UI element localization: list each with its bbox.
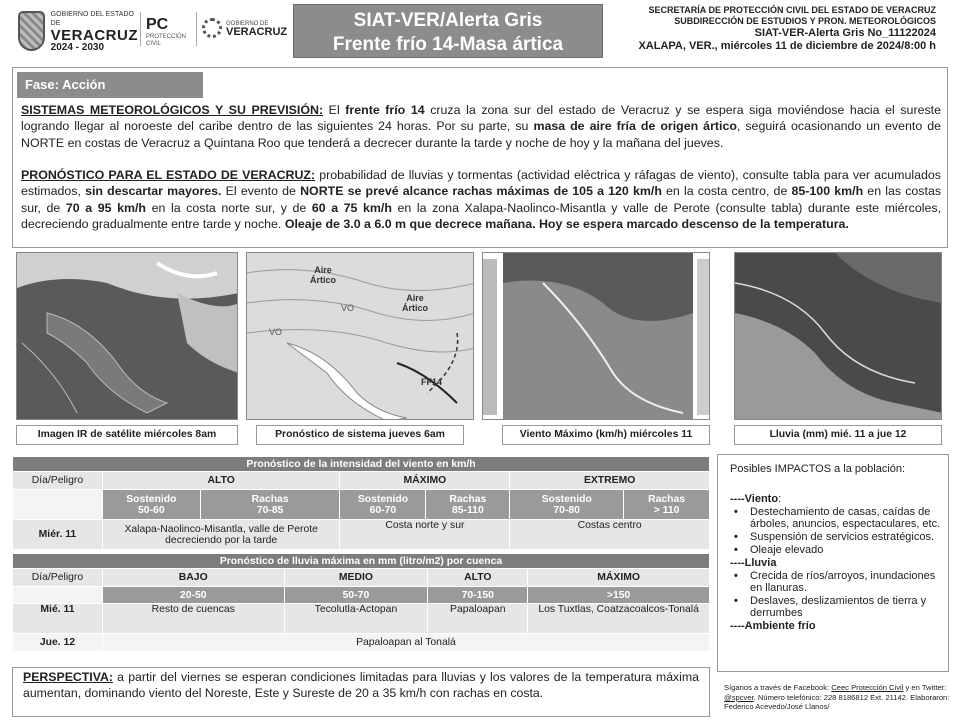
wind-sub-alto-rachas: [200, 490, 340, 520]
text-run: El evento de: [221, 184, 301, 199]
impacts-title: Posibles IMPACTOS a la población:: [730, 463, 906, 475]
sub-label: Sostenido: [541, 493, 592, 505]
veracruz-gear-logo: [202, 18, 287, 38]
impacts-lluvia-heading: [730, 557, 942, 569]
list-item: • Deslaves, deslizamientos de tierra y derrumbes: [732, 595, 942, 619]
bold-run: 60 a 75 km/h: [311, 200, 392, 215]
sub-value: 85-110: [451, 504, 484, 516]
rain-row1-alto: Papaloapan: [428, 604, 528, 634]
bulletin-date: XALAPA, VER., miércoles 11 de diciembre de 2024/8:00 h: [638, 40, 936, 52]
pc-logo-sub: PROTECCIÓN CIVIL: [146, 34, 187, 47]
rain-level-maximo: MÁXIMO: [528, 569, 710, 587]
contact-footer: [724, 683, 952, 712]
bold-run: 85-100 km/h: [791, 184, 864, 199]
bold-run: sin descartar mayores.: [85, 184, 222, 199]
footer-text: y en Twitter:: [903, 683, 947, 692]
footer-text: Síganos a través de Facebook:: [724, 683, 832, 692]
rain-level-medio: MEDIO: [284, 569, 428, 587]
rain-range-medio: 50-70: [284, 587, 428, 604]
bold-run: NORTE se prevé alcance rachas máximas de 105 a 120 km/h: [300, 184, 662, 199]
rain-level-alto: ALTO: [428, 569, 528, 587]
forecast-paragraph: [21, 167, 941, 233]
rain-row1-medio: Tecolutla-Actopan: [284, 604, 428, 634]
image-caption-satellite: Imagen IR de satélite miércoles 8am: [16, 425, 238, 445]
systems-paragraph: [21, 102, 941, 151]
gear-icon: [202, 18, 222, 38]
footer-text: . Número telefónico: 228 8186812 Ext. 21142. Elaboraron: Federico Acevedo/José Llanos/: [724, 692, 950, 712]
phase-label: Fase: Acción: [17, 72, 203, 98]
rain-range-bajo: 20-50: [102, 587, 284, 604]
rainfall-image: [734, 252, 942, 420]
synoptic-forecast-image: [246, 252, 474, 420]
rain-row2-text: Papaloapan al Tonalá: [102, 634, 709, 652]
outlook-heading: PERSPECTIVA:: [23, 670, 113, 684]
sub-value: 60-70: [369, 504, 397, 516]
lluvia-label: ----Lluvia: [730, 557, 777, 569]
coat-of-arms-icon: [18, 11, 45, 51]
sub-label: Sostenido: [126, 493, 177, 505]
bulletin-number: SIAT-VER-Alerta Gris No_11122024: [754, 27, 936, 39]
header-info: [638, 5, 936, 53]
map-gallery: [0, 252, 960, 452]
bold-run: masa de aire fría de origen ártico: [533, 119, 737, 134]
rain-blank-cell: [13, 587, 103, 604]
sub-label: Rachas: [449, 493, 487, 505]
text-run: El: [323, 103, 346, 117]
rain-row1-day: Mié. 11: [13, 604, 103, 634]
outlook-text: a partir del viernes se esperan condiciones limitadas para lluvias y los valores de la temperatura máxima aumentan, dominando viento del Noreste, Este y Sureste de 20 a 35 km/h con rachas en costa.: [23, 670, 699, 700]
rain-row2-day: Jue. 12: [13, 634, 103, 652]
wind-sub-max-rachas: [426, 490, 510, 520]
sub-label: Rachas: [251, 493, 289, 505]
wind-row-maximo: Costa norte y sur: [340, 520, 510, 550]
bold-run: 70 a 95 km/h: [65, 200, 147, 215]
wind-row-alto: Xalapa-Naolinco-Misantla, valle de Perote decreciendo por la tarde: [102, 520, 340, 550]
logo-line1: GOBIERNO DEL ESTADO DE: [50, 10, 134, 27]
logo-divider: [140, 12, 141, 46]
list-item: • Crecida de ríos/arroyos, inundaciones en llanuras.: [732, 570, 942, 594]
text-run: , seguirá ocasionando un evento de NORTE en costas de Veracruz a Quintana Roo que tenderá a decrecer durante la tarde y noche de hoy y la mañana del jueves.: [21, 119, 941, 150]
facebook-link[interactable]: Ceec Protección Civil: [831, 683, 904, 692]
sub-value: 50-60: [138, 504, 165, 516]
sub-label: Rachas: [648, 493, 686, 505]
alert-title-box: [293, 4, 603, 58]
impacts-panel: [717, 454, 949, 672]
wind-blank-cell: [13, 490, 103, 520]
twitter-link[interactable]: @spcver: [724, 692, 754, 702]
sub-label: Sostenido: [357, 493, 409, 505]
text-run: en la costa norte sur, y de: [146, 200, 312, 215]
list-item: • Oleaje elevado: [732, 544, 942, 556]
wind-row-day: Miér. 11: [13, 520, 103, 550]
veracruz-government-logo: [18, 8, 138, 54]
image-caption-wind: Viento Máximo (km/h) miércoles 11: [502, 425, 710, 445]
sub-value: 70-80: [553, 504, 580, 516]
sub-value: 70-85: [256, 504, 284, 516]
vz-logo-small: GOBIERNO DE: [226, 21, 269, 27]
map-label-aire-artico-2: Aire Ártico: [401, 293, 428, 313]
satellite-ir-image: [16, 252, 238, 420]
rain-col-day: Día/Peligro: [13, 569, 103, 587]
text-run: cruza la zona sur del estado de Veracruz y se espera siga moviéndose hacia el sureste logrando llegar al noroeste del caribe dentro de las siguientes 24 horas. Por su parte, su: [21, 103, 941, 134]
agency-name: SECRETARÍA DE PROTECCIÓN CIVIL DEL ESTADO DE VERACRUZ: [648, 5, 936, 15]
rain-row1-maximo: Los Tuxtlas, Coatzacoalcos-Tonalá: [528, 604, 710, 634]
max-wind-image: [482, 252, 710, 420]
frio-label: ----Ambiente frío: [730, 620, 816, 632]
text-run: en las costas sur, de: [21, 184, 942, 215]
viento-label: ----Viento: [730, 493, 779, 505]
systems-heading: SISTEMAS METEOROLÓGICOS Y SU PREVISIÓN:: [21, 103, 324, 117]
bold-run: frente frío 14: [345, 103, 425, 117]
logo-years: 2024 - 2030: [50, 41, 105, 53]
rain-table-title: Pronóstico de lluvia máxima en mm (litro/m2) por cuenca: [13, 554, 710, 569]
image-caption-rain: Lluvia (mm) mié. 11 a jue 12: [734, 425, 942, 445]
alert-subtitle: Frente frío 14-Masa ártica: [332, 34, 564, 55]
wind-sub-ext-rachas: [624, 490, 710, 520]
list-item: • Destechamiento de casas, caídas de árboles, anuncios, espectaculares, etc.: [732, 506, 942, 530]
text-run: probabilidad de lluvias y tormentas (actividad eléctrica y ráfagas de viento), consulte tabla para ver acumulados estimados,: [21, 168, 941, 199]
header: [0, 0, 960, 62]
impacts-viento-heading: [730, 493, 942, 505]
wind-level-alto: ALTO: [102, 472, 340, 490]
list-item: • Suspensión de servicios estratégicos.: [732, 531, 942, 543]
forecast-heading: PRONÓSTICO PARA EL ESTADO DE VERACRUZ:: [21, 168, 316, 182]
viento-colon: :: [778, 493, 782, 505]
department-name: SUBDIRECCIÓN DE ESTUDIOS Y PRON. METEOROLÓGICOS: [674, 16, 936, 26]
impacts-lluvia-list: [732, 570, 942, 619]
wind-level-maximo: MÁXIMO: [340, 472, 510, 490]
rain-range-alto: 70-150: [428, 587, 528, 604]
wind-col-day: Día/Peligro: [13, 472, 103, 490]
map-label-vo-2: VO: [269, 327, 283, 337]
wind-sub-ext-sost: [510, 490, 624, 520]
rain-row1-bajo: Resto de cuencas: [102, 604, 284, 634]
rain-forecast-table: [12, 553, 710, 652]
outlook-box: [12, 667, 710, 717]
wind-level-extremo: EXTREMO: [510, 472, 710, 490]
forecast-text-box: [12, 67, 948, 248]
logo-name: VERACRUZ: [50, 26, 138, 44]
bold-run: Oleaje de 3.0 a 6.0 m que decrece mañana. Hoy se espera marcado descenso de la temperatura.: [284, 217, 849, 232]
alert-title: SIAT-VER/Alerta Gris: [353, 10, 543, 31]
wind-row-extremo: Costas centro: [510, 520, 710, 550]
vz-logo-name: VERACRUZ: [226, 26, 288, 38]
map-label-aire-artico-1: Aire Ártico: [309, 265, 336, 285]
text-run: en la zona Xalapa-Naolinco-Misantla y valle de Perote (consulte tabla) durante este miércoles, decreciendo gradualmente entre tarde y noche.: [21, 200, 942, 232]
wind-forecast-table: [12, 456, 710, 550]
sub-value: > 110: [653, 504, 680, 516]
map-label-ff14: FF14: [421, 377, 443, 387]
pc-logo-text: PC: [146, 16, 169, 33]
map-label-vo-1: VO: [341, 303, 355, 313]
impacts-viento-list: [732, 506, 942, 556]
impacts-frio-heading: [730, 620, 942, 632]
proteccion-civil-logo: [146, 16, 196, 48]
image-caption-system: Pronóstico de sistema jueves 6am: [256, 425, 464, 445]
text-run: en la costa centro, de: [661, 184, 792, 199]
logo-divider: [196, 12, 197, 46]
rain-range-maximo: >150: [528, 587, 710, 604]
rain-level-bajo: BAJO: [102, 569, 284, 587]
wind-sub-max-sost: [340, 490, 426, 520]
wind-table-title: Pronóstico de la intensidad del viento en km/h: [13, 457, 710, 472]
wind-sub-alto-sost: [102, 490, 200, 520]
